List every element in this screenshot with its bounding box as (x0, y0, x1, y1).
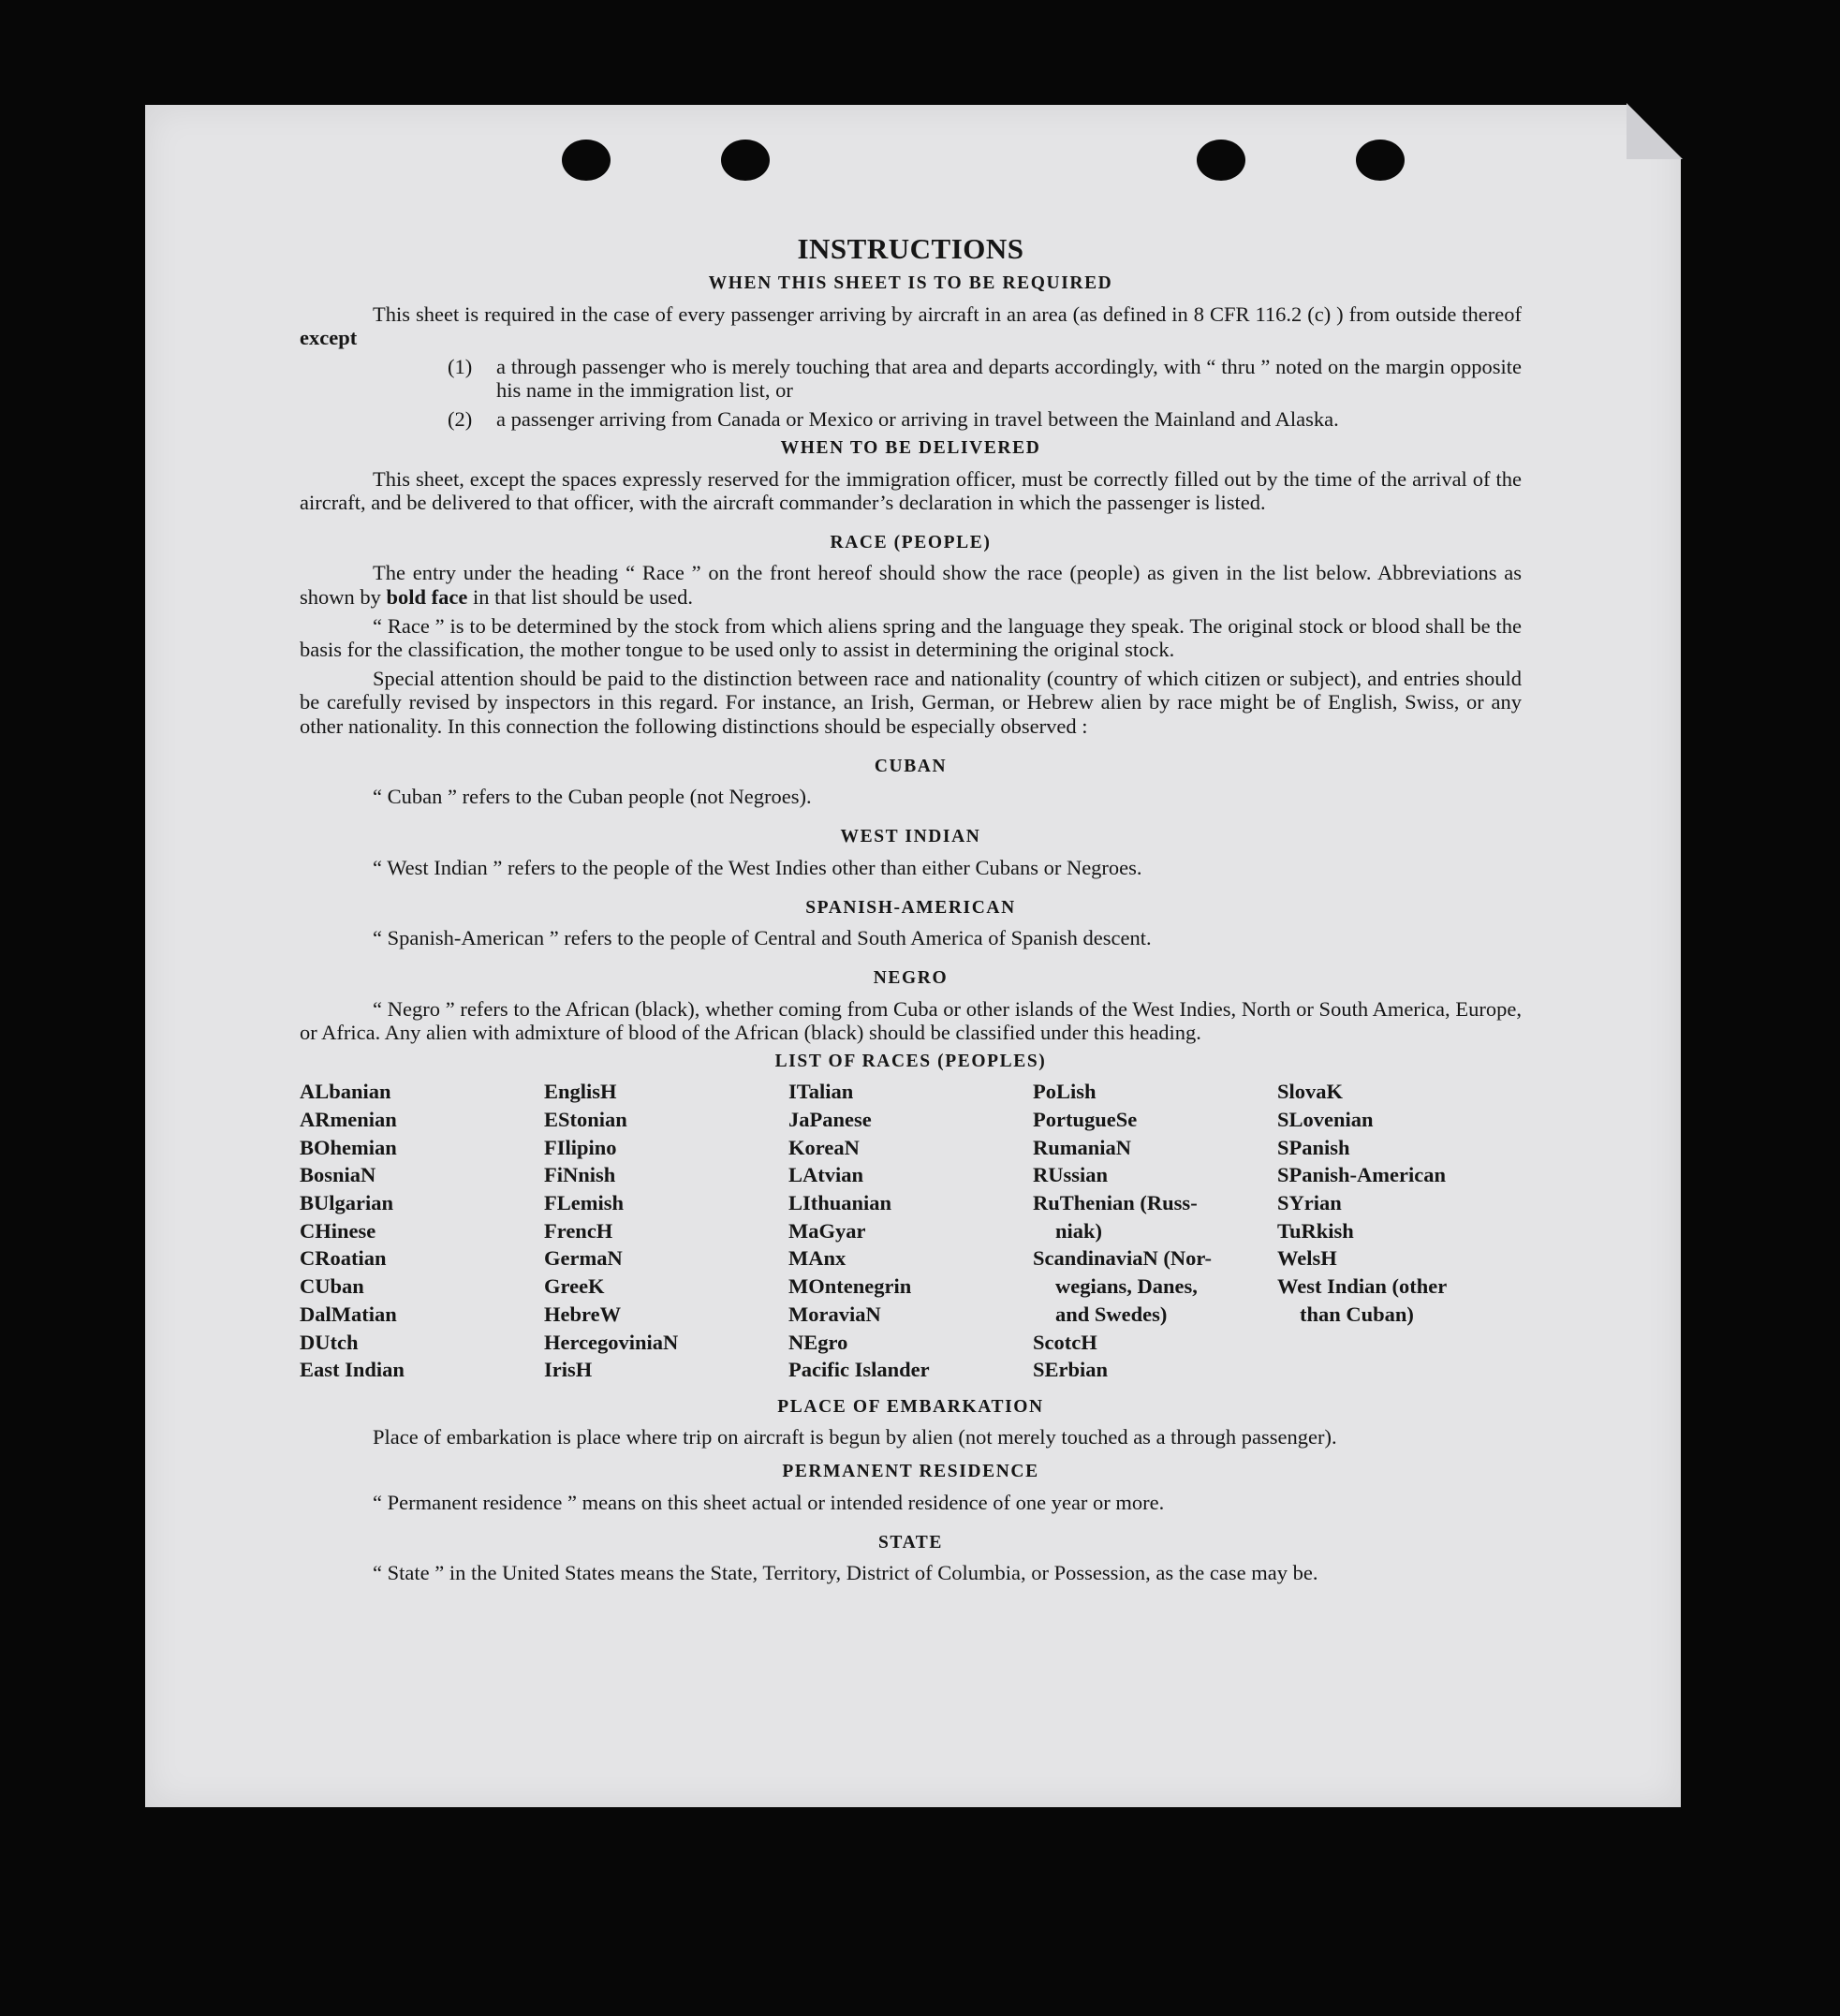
heading-west-indian: WEST INDIAN (840, 827, 981, 847)
race-entry: ITalian (788, 1080, 854, 1104)
race-entry: BosniaN (300, 1163, 376, 1187)
race-entry: DUtch (300, 1330, 359, 1354)
delivered-paragraph: This sheet, except the spaces expressly reserved for the immigration officer, must be correctly filled out by the time of the arrival of the aircraft, and be delivered to that officer, with the aircraft commander’s declaration in which the passenger is listed. (300, 466, 1522, 514)
race-entry: East Indian (300, 1358, 405, 1382)
races-column (1277, 1078, 1522, 1384)
heading-list-of-races: LIST OF RACES (PEOPLES) (774, 1051, 1047, 1071)
exception-item: (1) a through passenger who is merely touching that area and departs accordingly, with “ thru ” noted on the margin opposite his name in the immigration list, or (448, 354, 1522, 403)
race-entry: than Cuban) (1300, 1302, 1414, 1326)
race-entry: ALbanian (300, 1080, 391, 1104)
punch-hole (721, 140, 770, 181)
race-paragraph: “ Race ” is to be determined by the stock from which aliens spring and the language they speak. The original stock or blood shall be the basis for the classification, the mother tongue to be used only to assist in determining the original stock. (300, 613, 1522, 661)
heading-race: RACE (PEOPLE) (830, 533, 992, 553)
race-entry: West Indian (other (1277, 1274, 1448, 1299)
race-entry: BOhemian (300, 1135, 397, 1159)
race-entry: EStonian (544, 1107, 627, 1131)
race-entry: DalMatian (300, 1302, 397, 1326)
race-entry: LIthuanian (788, 1191, 892, 1215)
race-entry: EnglisH (544, 1080, 617, 1104)
race-entry: CRoatian (300, 1246, 387, 1271)
heading-cuban: CUBAN (874, 756, 948, 776)
residence-paragraph: “ Permanent residence ” means on this sheet actual or intended residence of one year or more. (373, 1490, 1165, 1514)
heading-state: STATE (877, 1532, 944, 1552)
required-paragraph: This sheet is required in the case of every passenger arriving by aircraft in an area (as defined in 8 CFR 116.2 (c) ) from outside thereof except (300, 302, 1522, 349)
race-paragraph: The entry under the heading “ Race ” on the front hereof should show the race (people) as given in the list below. Abbreviations as shown by bold face in that list should be used. (300, 561, 1522, 609)
race-entry: wegians, Danes, (1055, 1274, 1198, 1299)
race-entry: RuThenian (Russ- (1033, 1191, 1198, 1215)
race-entry: RumaniaN (1033, 1135, 1132, 1159)
race-entry: LAtvian (788, 1163, 864, 1187)
race-entry: Pacific Islander (788, 1358, 930, 1382)
race-entry: GermaN (544, 1246, 623, 1271)
embarkation-paragraph: Place of embarkation is place where trip on aircraft is begun by alien (not merely touched as a through passenger). (373, 1425, 1337, 1449)
heading-permanent-residence: PERMANENT RESIDENCE (782, 1462, 1039, 1482)
race-entry: PoLish (1033, 1080, 1097, 1104)
exception-item: (2) a passenger arriving from Canada or Mexico or arriving in travel between the Mainland and Alaska. (448, 407, 1339, 432)
punch-hole (562, 140, 611, 181)
race-entry: MoraviaN (788, 1302, 881, 1326)
heading-spanish-american: SPANISH-AMERICAN (805, 897, 1016, 918)
race-entry: KoreaN (788, 1135, 860, 1159)
race-entry: FrencH (544, 1218, 613, 1243)
state-paragraph: “ State ” in the United States means the State, Territory, District of Columbia, or Possession, as the case may be. (373, 1561, 1318, 1585)
document-sheet (145, 105, 1681, 1807)
race-entry: IrisH (544, 1358, 593, 1382)
heading-embarkation: PLACE OF EMBARKATION (777, 1396, 1044, 1417)
heading-required: WHEN THIS SHEET IS TO BE REQUIRED (708, 273, 1113, 294)
folded-corner (1627, 103, 1683, 159)
cuban-paragraph: “ Cuban ” refers to the Cuban people (not Negroes). (373, 785, 812, 809)
punch-hole (1356, 140, 1405, 181)
race-entry: MaGyar (788, 1218, 866, 1243)
race-entry: niak) (1055, 1218, 1103, 1243)
race-entry: ScandinaviaN (Nor- (1033, 1246, 1213, 1271)
race-entry: ARmenian (300, 1107, 397, 1131)
race-entry: TuRkish (1277, 1218, 1354, 1243)
race-entry: NEgro (788, 1330, 848, 1354)
races-list (300, 1078, 1522, 1384)
west-indian-paragraph: “ West Indian ” refers to the people of the West Indies other than either Cubans or Negroes. (373, 855, 1142, 879)
races-column (544, 1078, 788, 1384)
page-title: INSTRUCTIONS (797, 232, 1024, 265)
race-entry: FiNnish (544, 1163, 616, 1187)
race-entry: and Swedes) (1055, 1302, 1168, 1326)
race-entry: HercegoviniaN (544, 1330, 679, 1354)
race-entry: GreeK (544, 1274, 605, 1299)
race-entry: FIlipino (544, 1135, 617, 1159)
race-entry: SYrian (1277, 1191, 1342, 1215)
race-entry: WelsH (1277, 1246, 1337, 1271)
race-entry: SPanish (1277, 1135, 1350, 1159)
spanish-american-paragraph: “ Spanish-American ” refers to the people of Central and South America of Spanish descent. (373, 926, 1152, 950)
race-entry: SErbian (1033, 1358, 1109, 1382)
race-entry: SLovenian (1277, 1107, 1374, 1131)
race-entry: JaPanese (788, 1107, 872, 1131)
race-entry: HebreW (544, 1302, 622, 1326)
race-entry: CUban (300, 1274, 364, 1299)
race-entry: ScotcH (1033, 1330, 1097, 1354)
race-entry: RUssian (1033, 1163, 1109, 1187)
punch-hole (1197, 140, 1245, 181)
race-entry: PortugueSe (1033, 1107, 1138, 1131)
heading-delivered: WHEN TO BE DELIVERED (780, 438, 1041, 459)
race-entry: MAnx (788, 1246, 846, 1271)
race-entry: BUlgarian (300, 1191, 394, 1215)
race-entry: MOntenegrin (788, 1274, 912, 1299)
race-paragraph: Special attention should be paid to the distinction between race and nationality (country of which citizen or subject), and entries should be carefully revised by inspectors in this regard. For instance, an Irish, German, or Hebrew alien by race might be of English, Swiss, or any other nationality. In this connection the following distinctions should be especially observed : (300, 667, 1522, 738)
race-entry: SlovaK (1277, 1080, 1344, 1104)
race-entry: FLemish (544, 1191, 625, 1215)
race-entry: SPanish-American (1277, 1163, 1446, 1187)
negro-paragraph: “ Negro ” refers to the African (black), whether coming from Cuba or other islands of the West Indies, North or South America, Europe, or Africa. Any alien with admixture of blood of the African (black) should be classified under this heading. (300, 996, 1522, 1044)
races-column (788, 1078, 1033, 1384)
race-entry: CHinese (300, 1218, 376, 1243)
heading-negro: NEGRO (873, 968, 949, 989)
races-column (1033, 1078, 1277, 1384)
races-column (300, 1078, 544, 1384)
instructions-content (300, 231, 1522, 1584)
